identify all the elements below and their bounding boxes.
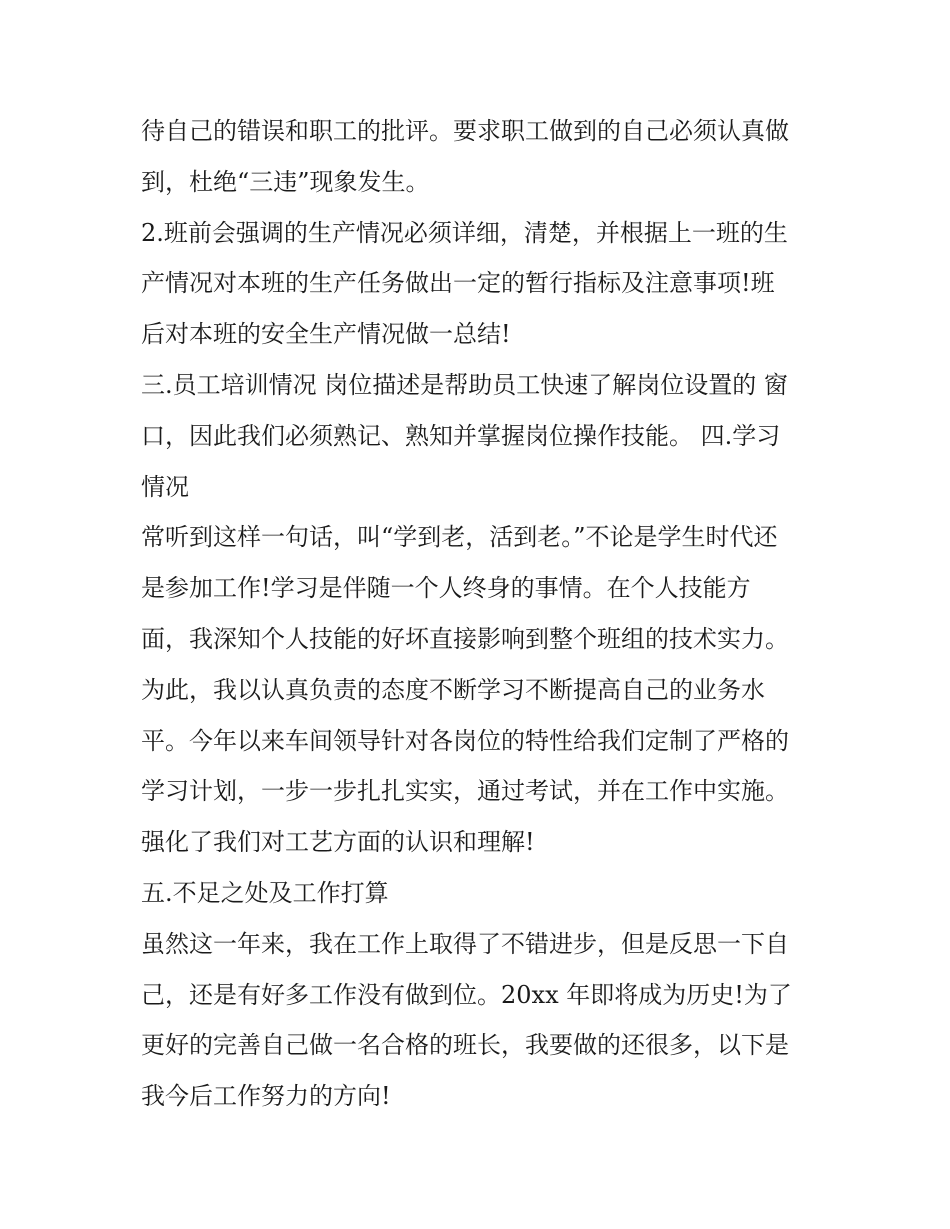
text-line: 情况 bbox=[141, 472, 189, 501]
document-body bbox=[141, 106, 821, 1122]
text-line: 口，因此我们必须熟记、熟知并掌握岗位操作技能。 四.学习 bbox=[141, 421, 781, 450]
text-line: 己，还是有好多工作没有做到位。20xx 年即将成为历史!为了 bbox=[141, 980, 792, 1009]
text-line: 五.不足之处及工作打算 bbox=[141, 878, 389, 907]
text-line: 平。今年以来车间领导针对各岗位的特性给我们定制了严格的 bbox=[141, 726, 789, 755]
text-line: 2.班前会强调的生产情况必须详细，清楚，并根据上一班的生 bbox=[141, 218, 788, 247]
text-line: 我今后工作努力的方向! bbox=[141, 1082, 391, 1111]
text-line: 待自己的错误和职工的批评。要求职工做到的自己必须认真做 bbox=[141, 117, 789, 145]
text-line: 到，杜绝“三违”现象发生。 bbox=[141, 167, 430, 196]
text-line: 后对本班的安全生产情况做一总结! bbox=[141, 320, 511, 349]
text-line: 学习计划，一步一步扎扎实实，通过考试，并在工作中实施。 bbox=[141, 777, 789, 806]
text-line: 虽然这一年来，我在工作上取得了不错进步，但是反思一下自 bbox=[141, 929, 789, 958]
text-line: 三.员工培训情况 岗位描述是帮助员工快速了解岗位设置的 窗 bbox=[141, 370, 788, 399]
text-line: 强化了我们对工艺方面的认识和理解! bbox=[141, 828, 535, 857]
text-line: 是参加工作!学习是伴随一个人终身的事情。在个人技能方 bbox=[141, 574, 751, 603]
text-line: 为此，我以认真负责的态度不断学习不断提高自己的业务水 bbox=[141, 675, 765, 704]
text-line: 面，我深知个人技能的好坏直接影响到整个班组的技术实力。 bbox=[141, 624, 789, 653]
text-line: 更好的完善自己做一名合格的班长，我要做的还很多，以下是 bbox=[141, 1031, 789, 1060]
text-line: 常听到这样一句话，叫“学到老，活到老。”不论是学生时代还 bbox=[141, 523, 778, 552]
text-line: 产情况对本班的生产任务做出一定的暂行指标及注意事项!班 bbox=[141, 269, 775, 298]
